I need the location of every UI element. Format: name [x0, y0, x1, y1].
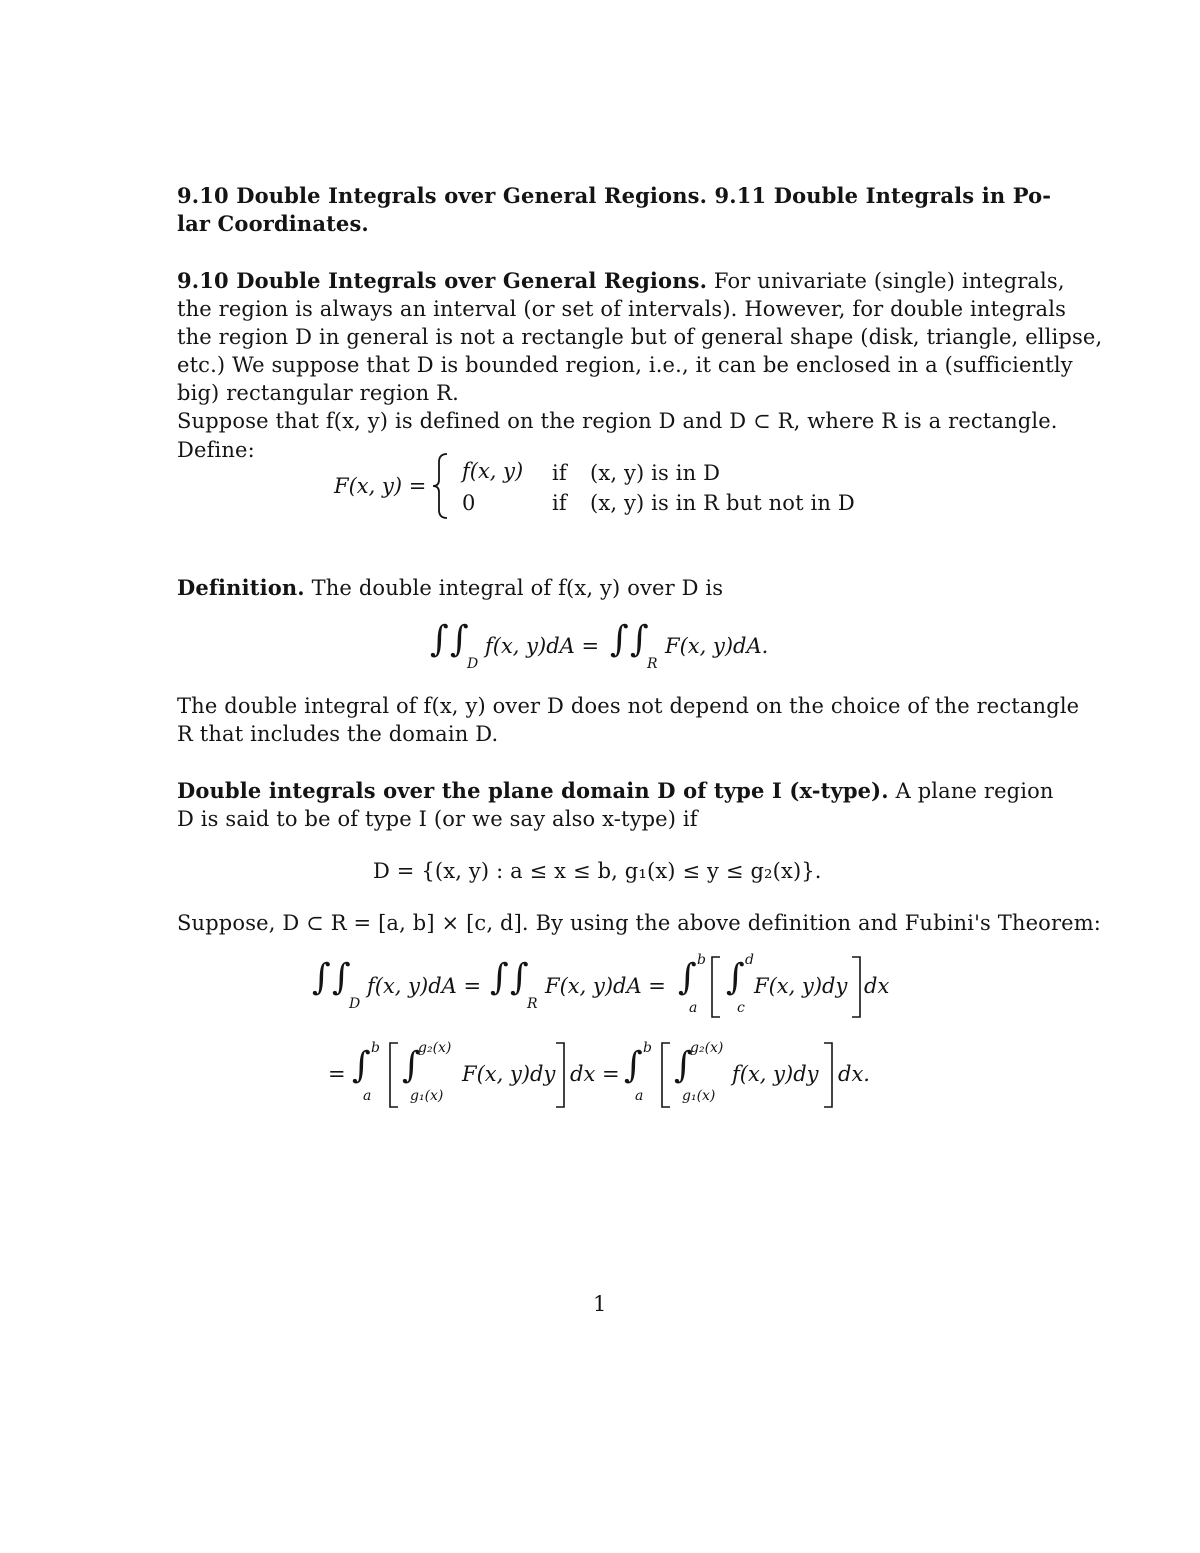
fubini-row-2	[328, 1038, 888, 1118]
integral-upper-limit: b	[371, 1040, 380, 1056]
left-bracket	[660, 1042, 672, 1108]
definition-after-line: The double integral of f(x, y) over D does not depend on the choice of the rectangle	[177, 694, 1080, 718]
integral-lower-limit: a	[363, 1088, 372, 1104]
section-line: etc.) We suppose that D is bounded region, i.e., it can be enclosed in a (sufficiently	[177, 353, 1073, 377]
integrand: f(x, y)dA =	[367, 974, 482, 998]
integrand: F(x, y)dy	[462, 1062, 556, 1086]
section-heading: 9.10 Double Integrals over General Regions.	[177, 268, 708, 293]
case1-value: f(x, y)	[462, 459, 524, 483]
title-line-2: lar Coordinates.	[177, 211, 369, 236]
integral-lower-limit: g₁(x)	[410, 1088, 444, 1104]
case2-condition: (x, y) is in R but not in D	[590, 491, 855, 515]
integrand: F(x, y)dA =	[545, 974, 666, 998]
integral-upper-limit: g₂(x)	[690, 1040, 724, 1056]
definition-after-line: R that includes the domain D.	[177, 722, 499, 746]
definition-label: Definition.	[177, 575, 305, 600]
integral-upper-limit: b	[697, 952, 706, 968]
integral-lower-limit: c	[737, 1000, 745, 1016]
differential: dx =	[570, 1062, 620, 1086]
case1-condition: (x, y) is in D	[590, 461, 721, 485]
case1-if: if	[552, 461, 567, 485]
definition-text: The double integral of f(x, y) over D is	[311, 576, 724, 600]
suppose-line: Suppose, D ⊂ R = [a, b] × [c, d]. By using the above definition and Fubini's Theorem:	[177, 911, 1102, 935]
integral-subscript: D	[349, 996, 361, 1012]
integral-subscript: D	[467, 656, 479, 672]
left-bracket	[388, 1042, 400, 1108]
integral-upper-limit: g₂(x)	[418, 1040, 452, 1056]
definition-line	[177, 574, 723, 602]
integral-sign: ∫	[510, 957, 529, 998]
set-equation: D = {(x, y) : a ≤ x ≤ b, g₁(x) ≤ y ≤ g₂(x)}.	[373, 859, 822, 883]
type1-heading: Double integrals over the plane domain D of type I (x-type).	[177, 778, 889, 803]
section-line: the region is always an interval (or set of intervals). However, for double integrals	[177, 297, 1067, 321]
case2-value: 0	[462, 491, 476, 515]
integral-sign: ∫	[630, 619, 649, 660]
right-bracket	[554, 1042, 566, 1108]
integral-sign: ∫	[610, 619, 629, 660]
integral-upper-limit: b	[643, 1040, 652, 1056]
case2-if: if	[552, 491, 567, 515]
type1-first-line	[177, 777, 1054, 805]
integral-sign: ∫	[726, 957, 745, 998]
section-first-line	[177, 267, 1065, 295]
integral-subscript: R	[527, 996, 538, 1012]
integral-lower-limit: a	[689, 1000, 698, 1016]
section-line: Define:	[177, 438, 255, 462]
piecewise-lhs: F(x, y) =	[334, 474, 427, 498]
integrand: f(x, y)dy	[732, 1062, 819, 1086]
integral-lower-limit: g₁(x)	[682, 1088, 716, 1104]
differential: dx.	[838, 1062, 870, 1086]
definition-equation	[430, 619, 790, 674]
integrand: F(x, y)dy	[754, 974, 848, 998]
section-line: the region D in general is not a rectangle but of general shape (disk, triangle, ellipse,	[177, 325, 1103, 349]
integral-sign: ∫	[402, 1045, 421, 1086]
equals: =	[328, 1062, 346, 1086]
left-bracket	[710, 956, 722, 1018]
right-bracket	[850, 956, 862, 1018]
integral-upper-limit: d	[745, 952, 754, 968]
integral-sign: ∫	[332, 957, 351, 998]
fubini-row-1	[312, 950, 912, 1030]
section-text: For univariate (single) integrals,	[713, 269, 1065, 293]
page-number: 1	[593, 1292, 607, 1316]
integral-sign: ∫	[490, 957, 509, 998]
integrand: f(x, y)dA =	[485, 634, 600, 658]
integral-sign: ∫	[450, 619, 469, 660]
integral-sign: ∫	[312, 957, 331, 998]
integral-lower-limit: a	[635, 1088, 644, 1104]
integral-sign: ∫	[430, 619, 449, 660]
differential: dx	[864, 974, 890, 998]
integral-sign: ∫	[352, 1045, 371, 1086]
integral-sign: ∫	[624, 1045, 643, 1086]
integral-subscript: R	[647, 656, 658, 672]
integrand: F(x, y)dA.	[665, 634, 769, 658]
section-line: big) rectangular region R.	[177, 381, 459, 405]
title-line-1: 9.10 Double Integrals over General Regions. 9.11 Double Integrals in Po-	[177, 183, 1052, 208]
right-bracket	[822, 1042, 834, 1108]
integral-sign: ∫	[674, 1045, 693, 1086]
type1-text: A plane region	[895, 779, 1054, 803]
integral-sign: ∫	[678, 957, 697, 998]
piecewise-brace	[430, 452, 450, 520]
type1-line: D is said to be of type I (or we say also x-type) if	[177, 807, 698, 831]
section-line: Suppose that f(x, y) is defined on the region D and D ⊂ R, where R is a rectangle.	[177, 409, 1058, 433]
